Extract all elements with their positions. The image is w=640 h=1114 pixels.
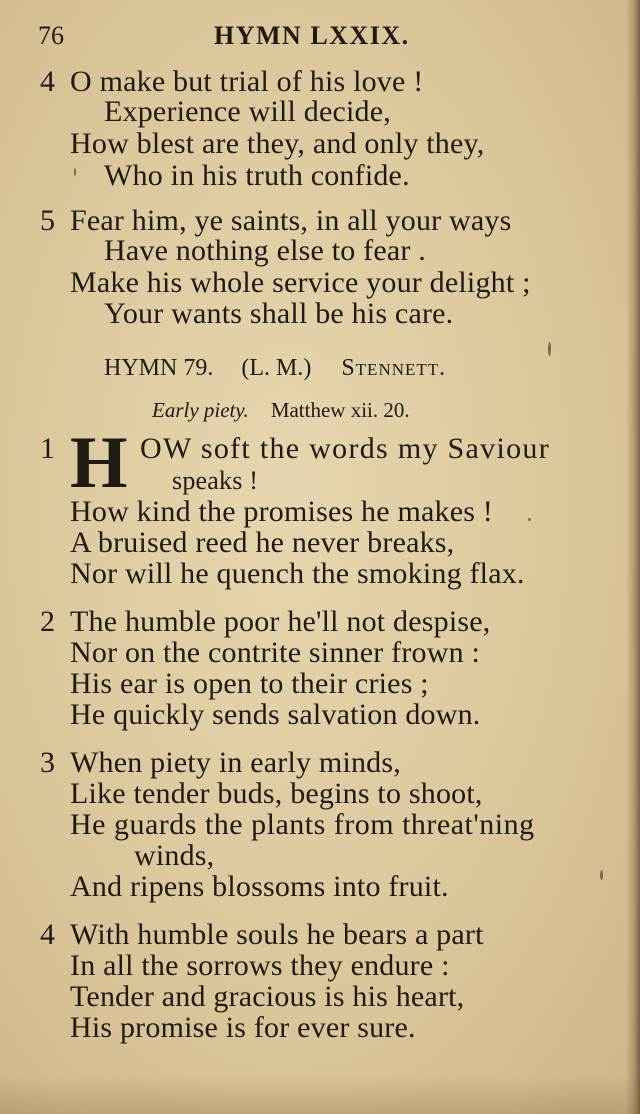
hymn-subject: Early piety. [152,398,249,422]
verse-line: In all the sorrows they endure : [70,949,450,982]
verse-line: Like tender buds, begins to shoot, [70,777,483,810]
verse-line: winds, [134,839,215,872]
paper-speck [548,342,551,356]
verse-line: His promise is for ever sure. [70,1011,416,1044]
verse-line: Nor on the contrite sinner frown : [70,636,481,669]
running-title: HYMN LXXIX. [214,21,410,50]
drop-cap: H [70,422,128,504]
verse-line: OW soft the words my Saviour [140,432,550,465]
verse-line: His ear is open to their cries ; [70,667,429,700]
paper-speck [600,870,603,880]
verse-line: He guards the plants from threat'ning [70,808,535,841]
verse-line: The humble poor he'll not despise, [70,605,491,638]
verse-line: And ripens blossoms into fruit. [70,870,449,903]
paper-speck [528,518,531,521]
stanza-number: 3 [40,746,55,779]
verse-line: How kind the promises he makes ! [70,495,493,528]
verse-line: He quickly sends salvation down. [70,698,481,731]
paper-speck [74,168,76,176]
hymn-author: Stennett. [341,355,447,381]
page-number: 76 [38,21,64,50]
stanza-number: 5 [40,204,55,237]
stanza-number: 4 [40,918,55,951]
scripture-reference: Matthew xii. 20. [270,398,410,422]
verse-line: Tender and gracious is his heart, [70,980,465,1013]
verse-line: Nor will he quench the smoking flax. [70,557,525,590]
verse-line: With humble souls he bears a part [70,918,484,951]
verse-line: How blest are they, and only they, [70,127,485,160]
hymn-subject-line [152,398,410,422]
verse-line: A bruised reed he never breaks, [70,526,455,559]
stanza-number: 1 [40,432,55,465]
verse-line: Experience will decide, [104,95,391,128]
verse-line: Your wants shall be his care. [104,297,454,330]
hymn-title: HYMN 79. [104,355,214,381]
page-bottom-shadow [0,1074,640,1114]
verse-line: speaks ! [172,466,259,495]
stanza-number: 2 [40,605,55,638]
page-edge-shadow [626,0,640,1114]
verse-line: Fear him, ye saints, in all your ways [70,204,512,237]
verse-line: When piety in early minds, [70,746,401,779]
hymn-heading [104,354,446,382]
verse-line: Have nothing else to fear . [104,234,426,267]
hymn-meter: (L. M.) [241,355,312,381]
verse-line: Make his whole service your delight ; [70,266,531,299]
verse-line: O make but trial of his love ! [70,65,424,98]
verse-line: Who in his truth confide. [104,159,410,192]
stanza-number: 4 [40,65,55,98]
